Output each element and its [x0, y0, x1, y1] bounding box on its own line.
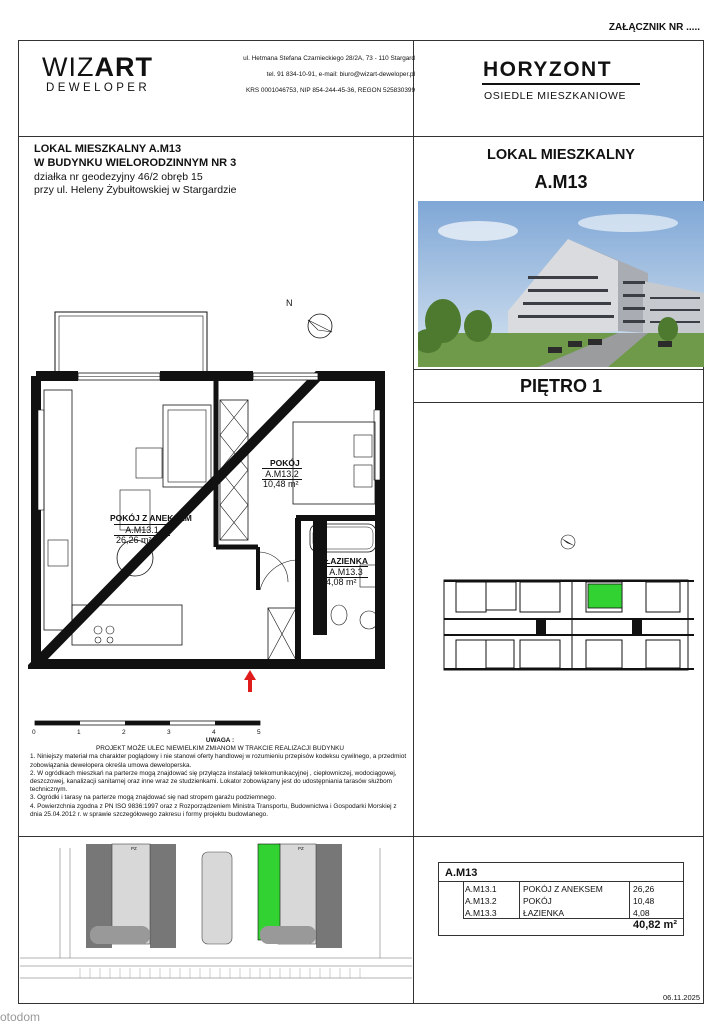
summary-code: A.M13.2: [465, 896, 497, 906]
unit-heading-line1: LOKAL MIESZKALNY A.M13: [34, 143, 182, 155]
unit-code-title: A.M13: [534, 172, 588, 192]
site-plan-label: PZ: [298, 846, 304, 851]
room-area: 26,26 m²: [116, 535, 152, 545]
scale-tick: 4: [212, 729, 216, 736]
note-item: 4. Powierzchnia zgodna z PN ISO 9836:1997 oraz z Rozporządzeniem Ministra Transportu, Budownictwa i Gospodarki Morskiej z dnia 25.04.2012 r. w sprawie szczegółowego zakresu i formy projektu budowlanego.: [30, 802, 397, 818]
room-name: POKÓJ Z ANEKSEM: [110, 513, 192, 523]
unit-plot: działka nr geodezyjny 46/2 obręb 15: [34, 171, 203, 183]
summary-code: A.M13.3: [465, 908, 497, 918]
scale-bar: [30, 718, 270, 730]
room-name: POKÓJ: [270, 458, 300, 468]
summary-area: 4,08: [633, 908, 650, 918]
table-col-rule: [463, 881, 464, 918]
scale-tick: 5: [257, 729, 261, 736]
notes-subtitle: PROJEKT MOŻE ULEC NIEWIELKIM ZMIANOM W TRAKCIE REALIZACJI BUDYNKU: [96, 745, 344, 753]
summary-name: POKÓJ Z ANEKSEM: [523, 884, 603, 894]
scale-tick: 2: [122, 729, 126, 736]
watermark: otodom: [0, 1010, 41, 1024]
company-contact: tel. 91 834-10-91, e-mail: biuro@wizart-deweloper.pl: [266, 71, 415, 78]
building-rendering: [418, 201, 704, 367]
company-address: ul. Hetmana Stefana Czarnieckiego 28/2A, 73 - 110 Stargard: [243, 55, 415, 62]
summary-area: 26,26: [633, 884, 655, 894]
site-divider: [413, 836, 414, 1004]
floor-label: PIĘTRO 1: [519, 376, 603, 396]
company-logo: WIZART: [42, 52, 153, 82]
project-subtitle: OSIEDLE MIESZKANIOWE: [484, 90, 627, 102]
room-code: A.M13.1: [114, 524, 170, 536]
table-row: [465, 895, 679, 907]
unit-heading-line2: W BUDYNKU WIELORODZINNYM NR 3: [34, 157, 237, 169]
note-item: 3. Ogródki i tarasy na parterze mogą znajdować się nad stropem garażu podziemnego.: [30, 794, 277, 802]
summary-name: POKÓJ: [523, 896, 552, 906]
document-date: 06.11.2025: [663, 993, 700, 1002]
summary-unit-code: A.M13: [445, 867, 478, 879]
room-area: 4,08 m²: [326, 577, 357, 587]
room-name: ŁAZIENKA: [325, 556, 368, 566]
floor-key-plan: [436, 522, 700, 684]
north-label: N: [286, 298, 293, 308]
unit-street: przy ul. Heleny Żybułtowskiej w Stargardzie: [34, 184, 237, 196]
scale-tick: 3: [167, 729, 171, 736]
summary-area: 10,48: [633, 896, 655, 906]
company-registry: KRS 0001046753, NIP 854-244-45-36, REGON 525830399: [246, 87, 415, 94]
project-title: HORYZONT: [483, 58, 613, 81]
room-area: 10,48 m²: [263, 479, 299, 489]
room-code: A.M13.3: [324, 566, 368, 578]
photo-bottom-rule: [413, 369, 704, 370]
unit-type-label: LOKAL MIESZKALNY: [487, 147, 635, 163]
column-divider: [413, 136, 414, 836]
company-logo-subtitle: DEWELOPER: [46, 82, 151, 94]
notes-title: UWAGA :: [205, 737, 235, 744]
summary-total: 40,82 m²: [632, 919, 677, 931]
table-row: [465, 883, 679, 895]
floor-plan: [28, 290, 410, 700]
annex-label: ZAŁĄCZNIK NR .....: [608, 22, 700, 33]
note-item: 1. Niniejszy materiał ma charakter poglądowy i nie stanowi oferty handlowej w rozumieniu przepisów kodeksu cywilnego, a przedmiot zobowiązania dewelopera określa umowa deweloperska.: [30, 753, 407, 769]
room-code: A.M13.2: [262, 468, 302, 480]
header-bottom-rule: [18, 136, 704, 137]
floor-label-rule: [413, 402, 704, 403]
scale-tick: 1: [77, 729, 81, 736]
site-plan-label: PZ: [131, 846, 137, 851]
scale-tick: 0: [32, 729, 36, 736]
summary-code: A.M13.1: [465, 884, 497, 894]
note-item: 2. W ogródkach mieszkań na parterze mogą znajdować się przyłącza instalacji telekomunikacyjnej , ciepłowniczej, wodociągowej, deszczowej, kanalizacji sanitarnej oraz inne wraz ze studzienkami. Lokator zobowiązany jest do udostępniania tarasów służbom technicznym.: [30, 769, 397, 794]
table-col-rule: [629, 881, 630, 918]
site-plan: [20, 838, 412, 1002]
area-summary-table: [438, 862, 684, 936]
site-top-rule: [18, 836, 704, 837]
notes-block: [30, 737, 410, 819]
summary-name: ŁAZIENKA: [523, 908, 565, 918]
summary-rule: [439, 881, 683, 882]
project-title-rule: [482, 83, 640, 85]
table-col-rule: [519, 881, 520, 918]
